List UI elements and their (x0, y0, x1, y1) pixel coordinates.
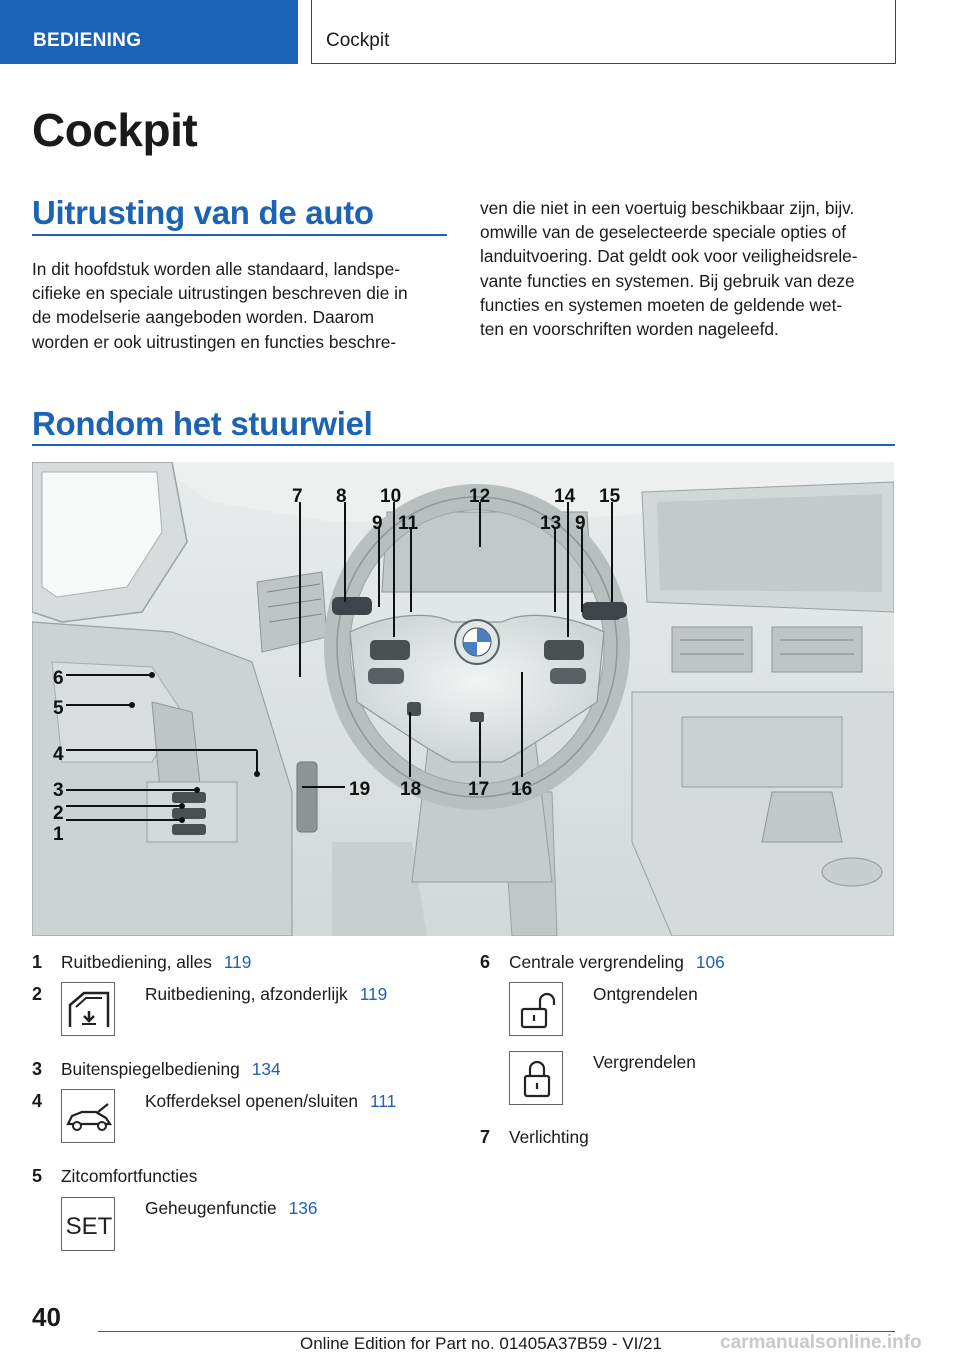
page-ref-link[interactable]: 136 (288, 1198, 318, 1218)
callout-11: 11 (398, 513, 419, 534)
caption-number: 1 (32, 952, 43, 972)
chapter-title-box: Cockpit (311, 0, 896, 64)
callout-3: 3 (53, 780, 64, 801)
caption-item (509, 952, 725, 973)
callout-7: 7 (292, 486, 303, 507)
text-line: de modelserie aangeboden worden. Daarom (32, 307, 375, 328)
caption-item (61, 952, 251, 973)
page-ref-link[interactable]: 119 (223, 952, 252, 972)
callout-5: 5 (53, 698, 64, 719)
caption-text: Ruitbediening, afzonderlijk (145, 984, 348, 1004)
section-tab: BEDIENING (0, 0, 298, 64)
caption-text: Kofferdeksel openen/sluiten (145, 1091, 358, 1111)
caption-item (61, 1059, 281, 1080)
unlock-icon (509, 982, 563, 1036)
text-line: ven die niet in een voertuig beschikbaar zijn, bijv. (480, 198, 855, 218)
caption-item (509, 1127, 589, 1148)
callout-14: 14 (554, 486, 576, 507)
callout-8: 8 (336, 486, 347, 507)
text-line: ten en voorschriften worden nageleefd. (480, 319, 779, 340)
watermark: carmanualsonline.info (720, 1332, 922, 1353)
page-ref-link[interactable]: 134 (251, 1059, 281, 1079)
caption-item (61, 1166, 197, 1187)
caption-item (145, 984, 387, 1005)
caption-text: Buitenspiegelbediening (61, 1059, 240, 1079)
callout-18: 18 (400, 779, 422, 800)
page-title: Cockpit (32, 104, 198, 156)
callout-19: 19 (349, 779, 371, 800)
caption-number: 7 (480, 1127, 491, 1147)
caption-text: Vergrendelen (593, 1052, 696, 1072)
caption-text: Geheugenfunctie (145, 1198, 277, 1218)
caption-number: 2 (32, 984, 43, 1004)
trunk-lid-icon (61, 1089, 115, 1143)
page-ref-link[interactable]: 119 (359, 984, 388, 1004)
caption-item (145, 1091, 396, 1112)
text-line: In dit hoofdstuk worden alle standaard, landspe‐ (32, 259, 400, 279)
text-line: omwille van de geselecteerde speciale opties of (480, 222, 847, 243)
text-line: landuitvoering. Dat geldt ook voor veiligheidsrele‐ (480, 246, 858, 267)
intro-column-1 (32, 257, 452, 354)
page-ref-link[interactable]: 106 (695, 952, 725, 972)
page-number: 40 (32, 1302, 61, 1332)
text-line: functies en systemen moeten de geldende wet‐ (480, 294, 843, 315)
callout-15: 15 (599, 486, 621, 507)
callout-9-left: 9 (372, 513, 383, 534)
text-line: cifieke en speciale uitrustingen beschreven die in (32, 283, 408, 304)
callout-12: 12 (469, 486, 491, 507)
callout-13: 13 (540, 513, 562, 534)
caption-text: Ontgrendelen (593, 984, 698, 1004)
caption-number: 6 (480, 952, 491, 972)
callout-9-right: 9 (575, 513, 586, 534)
caption-number: 4 (32, 1091, 43, 1111)
section-rule (32, 444, 895, 446)
caption-number: 5 (32, 1166, 43, 1186)
intro-column-2 (480, 196, 900, 341)
callout-16: 16 (511, 779, 533, 800)
callout-10: 10 (380, 486, 402, 507)
set-button-icon (61, 1197, 115, 1251)
footer-edition: Online Edition for Part no. 01405A37B59 - VI/21 (300, 1334, 662, 1353)
text-line: worden er ook uitrustingen en functies beschre‐ (32, 331, 397, 352)
section-heading-equipment: Uitrusting van de auto (32, 194, 374, 231)
lock-icon (509, 1051, 563, 1105)
caption-text: Verlichting (509, 1127, 589, 1147)
cockpit-illustration (32, 462, 894, 936)
section-heading-steering: Rondom het stuurwiel (32, 405, 373, 442)
page-ref-link[interactable]: 111 (369, 1091, 397, 1111)
caption-number: 3 (32, 1059, 43, 1079)
callout-1: 1 (53, 824, 64, 845)
section-rule (32, 234, 447, 236)
window-lift-icon (61, 982, 115, 1036)
caption-text: Centrale vergrendeling (509, 952, 684, 972)
caption-item (145, 1198, 317, 1219)
caption-text: Ruitbediening, alles (61, 952, 212, 972)
caption-item (593, 1052, 696, 1073)
caption-item (593, 984, 698, 1005)
callout-4: 4 (53, 744, 64, 765)
caption-text: Zitcomfortfuncties (61, 1166, 198, 1186)
text-line: vante functies en systemen. Bij gebruik van deze (480, 270, 855, 291)
callout-2: 2 (53, 803, 64, 824)
callout-6: 6 (53, 668, 64, 689)
callout-17: 17 (468, 779, 490, 800)
set-icon-label: SET (65, 1213, 113, 1240)
